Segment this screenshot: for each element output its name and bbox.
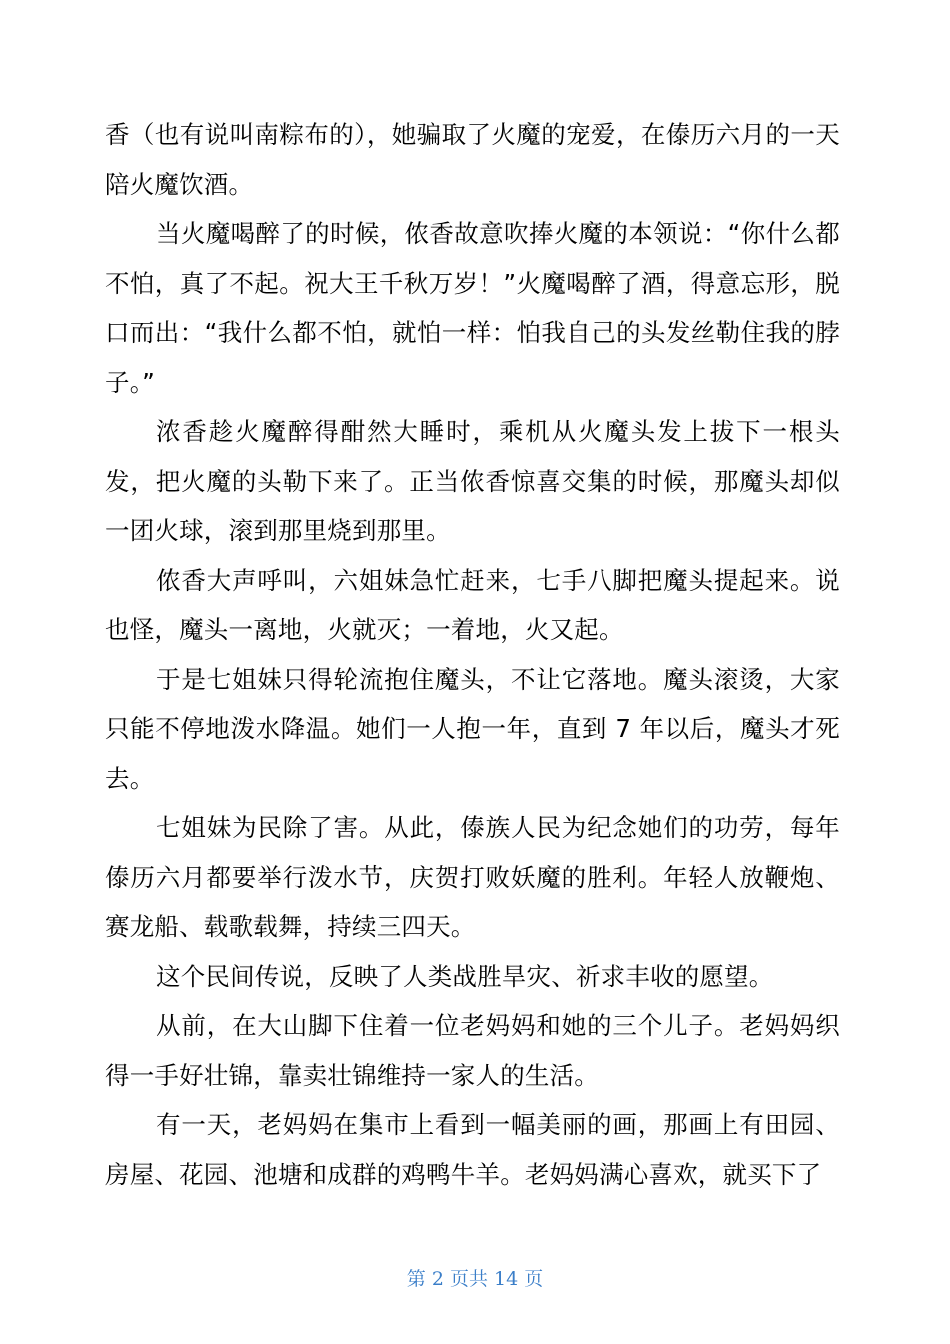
paragraph: 浓香趁火魔醉得酣然大睡时，乘机从火魔头发上拔下一根头发，把火魔的头勒下来了。正当侬香惊喜交集的时候，那魔头却似一团火球，滚到那里烧到那里。	[105, 417, 840, 545]
paragraph: 香（也有说叫南粽布的），她骗取了火魔的宠爱，在傣历六月的一天陪火魔饮酒。	[105, 120, 840, 199]
paragraph: 于是七姐妹只得轮流抱住魔头，不让它落地。魔头滚烫，大家只能不停地泼水降温。她们一人抱一年，直到 7 年以后，魔头才死去。	[105, 664, 840, 793]
paragraph: 当火魔喝醉了的时候，侬香故意吹捧火魔的本领说：“你什么都不怕，真了不起。祝大王千秋万岁！”火魔喝醉了酒，得意忘形，脱口而出：“我什么都不怕，就怕一样：怕我自己的头发丝勒住我的脖子。”	[105, 219, 840, 397]
paragraph: 这个民间传说，反映了人类战胜旱灾、祈求丰收的愿望。	[156, 961, 774, 991]
paragraph: 有一天，老妈妈在集市上看到一幅美丽的画，那画上有田园、房屋、花园、池塘和成群的鸡鸭牛羊。老妈妈满心喜欢，就买下了	[105, 1110, 840, 1189]
paragraph: 从前，在大山脚下住着一位老妈妈和她的三个儿子。老妈妈织得一手好壮锦，靠卖壮锦维持一家人的生活。	[105, 1011, 840, 1090]
paragraph: 七姐妹为民除了害。从此，傣族人民为纪念她们的功劳，每年傣历六月都要举行泼水节，庆贺打败妖魔的胜利。年轻人放鞭炮、赛龙船、载歌载舞，持续三四天。	[105, 813, 840, 941]
page-number-footer: 第 2 页共 14 页	[406, 1268, 544, 1290]
document-body	[105, 110, 840, 1199]
paragraph: 侬香大声呼叫，六姐妹急忙赶来，七手八脚把魔头提起来。说也怪，魔头一离地，火就灭；一着地，火又起。	[105, 565, 840, 644]
